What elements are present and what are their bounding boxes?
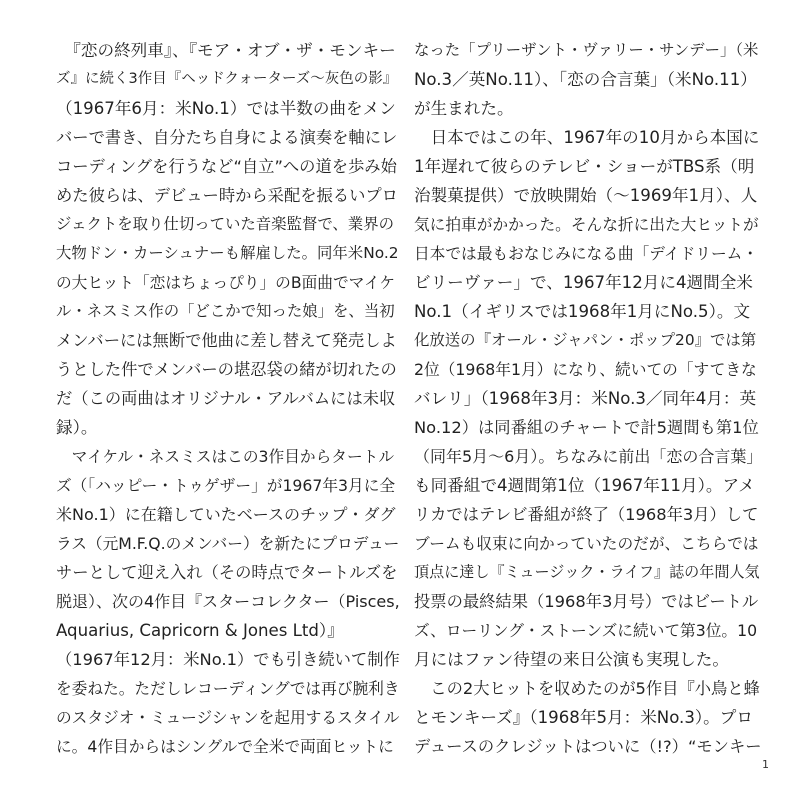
- text-line: うとした件でメンバーの堪忍袋の緒が切れたの: [56, 360, 397, 379]
- text-line: （1967年12月：米No.1）でも引き続いて制作: [56, 650, 400, 669]
- text-line: リカではテレビ番組が終了（1968年3月）して: [414, 505, 759, 524]
- text-line: 録）。: [56, 418, 98, 437]
- text-line: 米No.1）に在籍していたベースのチップ・ダグ: [56, 505, 396, 524]
- text-line: のスタジオ・ミュージシャンを起用するスタイル: [56, 708, 400, 727]
- text-line: サーとして迎え入れ（その時点でタートルズを: [56, 563, 398, 582]
- text-line: に。4作目からはシングルで全米で両面ヒットに: [56, 737, 394, 756]
- right-column: [414, 36, 762, 761]
- text-line: （同年5月～6月）。ちなみに前出「恋の合言葉」: [414, 447, 762, 466]
- text-line: ズ、ローリング・ストーンズに続いて第3位。10: [414, 621, 758, 640]
- text-line: この2大ヒットを収めたのが5作目『小鳥と蜂: [414, 679, 760, 698]
- text-line: ラス（元M.F.Q.のメンバー）を新たにプロデュー: [56, 534, 400, 553]
- text-line: 脱退）、次の4作目『スターコレクター（Pisces,: [56, 592, 400, 611]
- text-line: 化放送の『オール・ジャパン・ポップ20』では第: [414, 331, 757, 349]
- text-line: 気に拍車がかかった。そんな折に出た大ヒットが: [414, 215, 759, 234]
- text-line: とモンキーズ』（1968年5月：米No.3）。プロ: [414, 708, 753, 727]
- text-line: が生まれた。: [414, 99, 514, 118]
- text-line: 『恋の終列車』、『モア・オブ・ザ・モンキー: [56, 41, 396, 60]
- text-line: 月にはファン待望の来日公演も実現した。: [414, 650, 729, 669]
- text-line: バレリ」（1968年3月：米No.3／同年4月：英: [414, 389, 757, 408]
- text-line: メンバーには無断で他曲に差し替えて発売しよ: [56, 331, 397, 350]
- text-line: の大ヒット「恋はちょっぴり」のB面曲でマイケ: [56, 273, 396, 292]
- text-line: も同番組で4週間第1位（1967年11月）。アメ: [414, 476, 755, 495]
- text-line: なった「プリーザント・ヴァリー・サンデー」（米: [414, 41, 759, 59]
- text-line: 治製菓提供）で放映開始（～1969年1月）、人: [414, 186, 758, 205]
- text-line: 投票の最終結果（1968年3月号）ではビートル: [414, 592, 759, 611]
- text-line: 日本ではこの年、1967年の10月から本国に: [414, 128, 760, 147]
- text-line: ジェクトを取り仕切っていた音楽監督で、業界の: [56, 215, 394, 233]
- text-line: 日本では最もおなじみになる曲「デイドリーム・: [414, 244, 759, 263]
- text-line: デュースのクレジットはついに（!?）“モンキー: [414, 737, 762, 756]
- text-line: ズ（「ハッピー・トゥゲザー」が1967年3月に全: [56, 476, 396, 495]
- text-line: Aquarius, Capricorn & Jones Ltd）』: [56, 621, 344, 640]
- text-line: ブームも収束に向かっていたのだが、こちらでは: [414, 534, 759, 553]
- text-line: 1年遅れて彼らのテレビ・ショーがTBS系（明: [414, 157, 755, 176]
- text-line: ビリーヴァー」で、1967年12月に4週間全米: [414, 273, 753, 292]
- text-line: バーで書き、自分たち自身による演奏を軸にレ: [56, 128, 398, 147]
- text-line: めた彼らは、デビュー時から采配を振るいプロ: [56, 186, 398, 205]
- text-line: No.1（イギリスでは1968年1月にNo.5）。文: [414, 302, 751, 321]
- text-line: コーディングを行うなど“自立”への道を歩み始: [56, 157, 397, 176]
- text-line: ル・ネスミス作の「どこかで知った娘」を、当初: [56, 302, 395, 320]
- left-column: [56, 36, 400, 761]
- text-line: （1967年6月：米No.1）では半数の曲をメン: [56, 99, 396, 118]
- text-line: 頂点に達し『ミュージック・ライフ』誌の年間人気: [414, 563, 760, 581]
- text-line: No.12）は同番組のチャートで計5週間も第1位: [414, 418, 759, 437]
- text-line: だ（この両曲はオリジナル・アルバムには未収: [56, 389, 396, 408]
- text-line: マイケル・ネスミスはこの3作目からタートル: [56, 447, 395, 466]
- text-line: 大物ドン・カーシュナーも解雇した。同年米No.2: [56, 244, 399, 262]
- page-number: 1: [762, 758, 769, 771]
- text-line: No.3／英No.11）、「恋の合言葉」（米No.11）: [414, 70, 757, 89]
- text-line: を委ねた。ただしレコーディングでは再び腕利き: [56, 679, 400, 698]
- text-line: ズ』に続く3作目『ヘッドクォーターズ～灰色の影』: [56, 71, 398, 87]
- text-line: 2位（1968年1月）になり、続いての「すてきな: [414, 360, 757, 379]
